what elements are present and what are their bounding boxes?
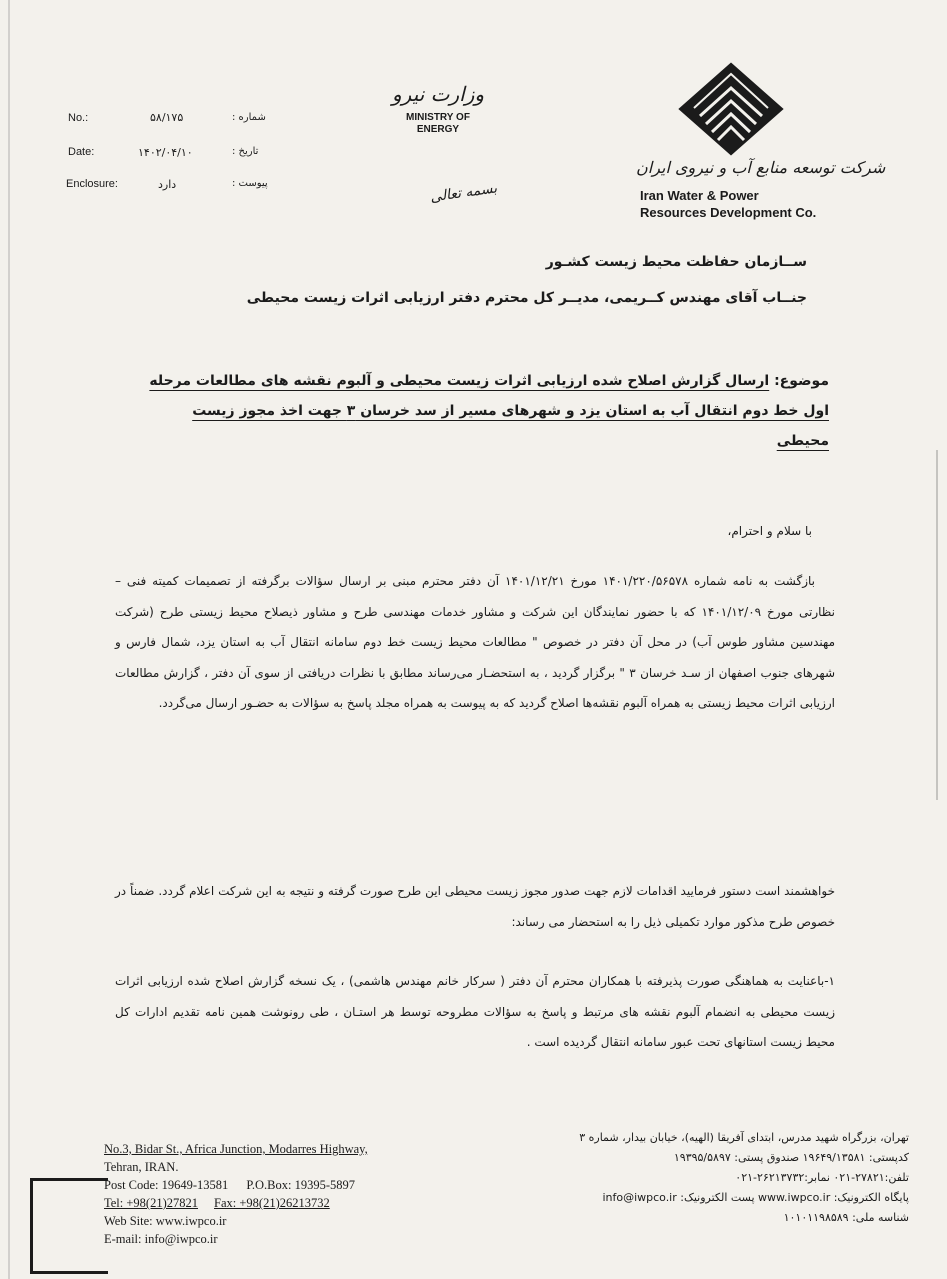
footer-en-postcode: Post Code: 19649-13581	[104, 1178, 229, 1192]
ministry-en-line1: MINISTRY OF	[406, 112, 470, 123]
footer-english	[104, 1140, 444, 1248]
footer-fa-national-id: شناسه ملی: ۱۰۱۰۱۱۹۸۵۸۹	[783, 1211, 909, 1224]
ministry-name-fa: وزارت نیرو	[392, 82, 485, 106]
meta-enclosure-value: دارد	[158, 178, 177, 191]
company-name-fa: شرکت توسعه منابع آب و نیروی ایران	[636, 158, 886, 177]
footer-fa-address: تهران، بزرگراه شهید مدرس، ابتدای آفریقا (الهیه)، خیابان بیدار، شماره ۳	[579, 1131, 909, 1144]
body-paragraph-2: خواهشمند است دستور فرمایید اقدامات لازم جهت صدور مجوز زیست محیطی این طرح صورت گرفته و نتیجه به این شرکت اعلام گردد. ضمناً در خصوص طرح مذکور موارد تکمیلی ذیل را به استحضار می رساند:	[115, 884, 835, 929]
body-paragraph-3: ۱-باعنایت به هماهنگی صورت پذیرفته با همکاران محترم آن دفتر ( سرکار خانم مهندس هاشمی) ، یک نسخه گزارش اصلاح شده ارزیابی اثرات زیست محیطی به انضمام آلبوم نقشه های مرتبط و پاسخ به سؤالات مطروحه توسط هر استـان ، طی رونوشت همین نامه تقدیم ادارات کل محیط زیست استانهای تحت عبور سامانه انتقال گردیده است .	[115, 974, 835, 1049]
footer-fa-web: پایگاه الکترونیک: www.iwpco.ir پست الکترونیک: info@iwpco.ir	[602, 1191, 909, 1204]
meta-date-value: ۱۴۰۲/۰۴/۱۰	[138, 146, 193, 159]
subject-label: موضوع:	[774, 373, 829, 389]
recipient-organization: ســازمان حفاظت محیط زیست کشـور	[545, 254, 807, 270]
footer-en-email: E-mail: info@iwpco.ir	[104, 1232, 218, 1246]
meta-number-value: ۵۸/۱۷۵	[150, 111, 184, 124]
company-en-line1: Iran Water & Power	[640, 188, 759, 203]
footer-fa-postcode: کدپستی: ۱۹۶۴۹/۱۳۵۸۱ صندوق پستی: ۱۹۳۹۵/۵۸۹۷	[673, 1151, 909, 1164]
subject	[129, 366, 829, 456]
meta-number-label-fa: شماره :	[232, 112, 266, 123]
footer-en-fax: Fax: +98(21)26213732	[214, 1196, 330, 1210]
footer-frame	[30, 1178, 108, 1274]
meta-date-label-en: Date:	[68, 146, 95, 158]
footer-en-address2: Tehran, IRAN.	[104, 1160, 179, 1174]
recipient-person: جنــاب آقای مهندس کــریمی، مدیــر کل محترم دفتر ارزیابی اثرات زیست محیطی	[246, 290, 807, 306]
body-paragraph-1: بازگشت به نامه شماره ۱۴۰۱/۲۲۰/۵۶۵۷۸ مورخ ۱۴۰۱/۱۲/۲۱ آن دفتر محترم مبنی بر ارسال سؤالات برگرفته از تصمیمات کمیته فنی – نظارتی مورخ ۱۴۰۱/۱۲/۰۹ که با حضور نمایندگان این شرکت و مشاور خدمات مهندسی طرح و مشاور ذیصلاح محیط زیستی طرح (شرکت مهندسین مشاور طوس آب) در محل آن دفتر در خصوص " مطالعات محیط زیست خط دوم سامانه انتقال آب به استان یزد، شمال فارس و شهرهای جنوب اصفهان از سـد خرسان ۳ " برگزار گردید ، به استحضـار می‌رساند مطابق با نظرات دریافتی از سوی آن دفتر ، گزارش مطالعات ارزیابی اثرات محیط زیستی به همراه آلبوم نقشه‌ها اصلاح گردید که به پیوست به همراه مجلد پاسخ به سؤالات به حضـور ارسال می‌گردد.	[115, 574, 835, 710]
company-name-en	[640, 187, 816, 221]
ministry-en-line2: ENERGY	[416, 124, 460, 135]
meta-enclosure-label-en: Enclosure:	[66, 178, 118, 190]
footer-persian	[479, 1128, 909, 1228]
greeting: با سلام و احترام،	[727, 524, 812, 538]
ministry-name-en	[378, 112, 498, 136]
scan-edge-right	[936, 450, 938, 800]
footer-en-address1: No.3, Bidar St., Africa Junction, Modarres Highway,	[104, 1142, 368, 1156]
subject-line1: ارسال گزارش اصلاح شده ارزیابی اثرات زیست محیطی و آلبوم نقشه های مطالعات مرحله	[149, 373, 770, 389]
company-en-line2: Resources Development Co.	[640, 205, 817, 220]
footer-en-tel: Tel: +98(21)27821	[104, 1196, 199, 1210]
footer-en-pobox: P.O.Box: 19395-5897	[246, 1178, 356, 1192]
bismillah: بسمه تعالی	[429, 180, 499, 206]
scan-edge-left	[8, 0, 10, 1279]
company-logo-icon	[676, 60, 786, 158]
footer-fa-tel: تلفن:۲۷۸۲۱-۰۲۱ نمابر:۲۶۲۱۳۷۳۲-۰۲۱	[735, 1171, 909, 1184]
footer-en-web: Web Site: www.iwpco.ir	[104, 1214, 227, 1228]
subject-line3: محیطی	[776, 433, 829, 449]
subject-line2: اول خط دوم انتقال آب به استان یزد و شهرهای مسیر از سد خرسان ۳ جهت اخذ مجوز زیست	[192, 403, 829, 419]
meta-number-label-en: No.:	[68, 112, 89, 124]
meta-date-label-fa: تاریخ :	[232, 146, 259, 157]
meta-enclosure-label-fa: پیوست :	[232, 178, 268, 189]
